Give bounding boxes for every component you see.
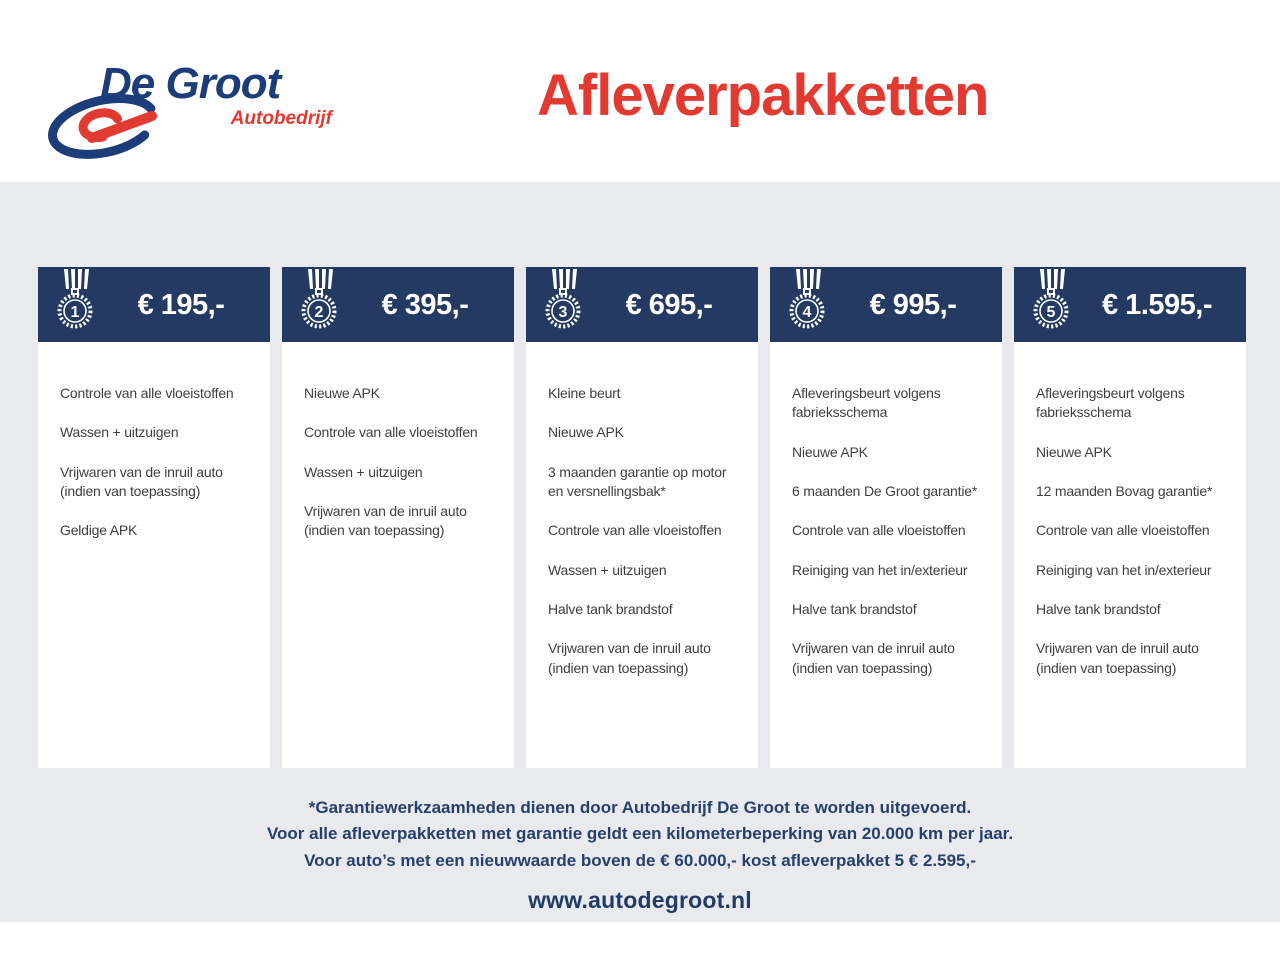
website-url: www.autodegroot.nl (528, 887, 752, 913)
card-2-price: € 395,- (381, 289, 469, 321)
card-1-header (38, 267, 270, 342)
list-item: Nieuwe APK (304, 385, 380, 401)
main-section (0, 182, 1280, 922)
logo-text (100, 59, 340, 130)
card-1-items (38, 342, 270, 561)
list-item: Nieuwe APK (548, 424, 624, 441)
footnote-line-2: Voor alle afleverpakketten met garantie geldt een kilometerbeperking van 20.000 km per jaar. (266, 824, 1014, 844)
list-item: Reiniging van het in/exterieur (792, 561, 968, 578)
card-5-price: € 1.595,- (1102, 289, 1212, 321)
card-3-price: € 695,- (625, 289, 713, 321)
list-item: Controle van alle vloeistoffen (304, 424, 478, 441)
footnote-line-1: *Garantiewerkzaamheden dienen door Autobedrijf De Groot te worden uitgevoerd. (308, 798, 972, 817)
list-item: Wassen + uitzuigen (548, 561, 667, 578)
medal-2-icon (296, 267, 342, 337)
list-item: Halve tank brandstof (548, 600, 673, 617)
package-card-4 (770, 267, 1002, 768)
list-item: Afleveringsbeurt volgens fabrieksschema (792, 385, 941, 421)
list-item: 6 maanden De Groot garantie* (792, 482, 978, 499)
package-cards (38, 267, 1246, 768)
card-2-items (282, 342, 514, 561)
medal-4-icon (784, 267, 830, 337)
list-item: 3 maanden garantie op motor en versnellingsbak* (548, 463, 727, 499)
card-2-header (282, 267, 514, 342)
list-item: Controle van alle vloeistoffen (1036, 522, 1210, 539)
card-3-header (526, 267, 758, 342)
svg-text:5: 5 (1046, 304, 1056, 321)
list-item: Geldige APK (60, 522, 138, 539)
svg-text:3: 3 (558, 304, 568, 321)
medal-1-icon (52, 267, 98, 337)
footnotes (0, 795, 1280, 874)
list-item: Kleine beurt (548, 385, 621, 401)
list-item: Wassen + uitzuigen (60, 424, 179, 441)
package-card-3 (526, 267, 758, 768)
list-item: Controle van alle vloeistoffen (60, 385, 234, 401)
list-item: Controle van alle vloeistoffen (792, 522, 966, 539)
card-1-price: € 195,- (137, 289, 225, 321)
card-4-price: € 995,- (869, 289, 957, 321)
list-item: Wassen + uitzuigen (304, 463, 423, 480)
list-item: Halve tank brandstof (792, 600, 917, 617)
logo-name: De Groot (100, 59, 281, 108)
card-4-items (770, 342, 1002, 698)
footnote-line-3: Voor auto’s met een nieuwwaarde boven de € 60.000,- kost afleverpakket 5 € 2.595,- (304, 850, 976, 870)
card-5-items (1014, 342, 1246, 698)
list-item: Afleveringsbeurt volgens fabrieksschema (1036, 385, 1185, 421)
list-item: Vrijwaren van de inruil auto (indien van toepassing) (792, 640, 955, 676)
bottom-white-band (0, 922, 1280, 960)
package-card-2 (282, 267, 514, 768)
list-item: Vrijwaren van de inruil auto (indien van toepassing) (548, 640, 711, 676)
list-item: Halve tank brandstof (1036, 600, 1161, 617)
list-item: Vrijwaren van de inruil auto (indien van toepassing) (1036, 640, 1199, 676)
medal-5-icon (1028, 267, 1074, 337)
company-logo (40, 59, 332, 167)
list-item: Nieuwe APK (1036, 443, 1112, 460)
list-item: Nieuwe APK (792, 443, 868, 460)
list-item: Reiniging van het in/exterieur (1036, 561, 1212, 578)
logo-subtitle: Autobedrijf (230, 108, 332, 129)
package-card-5 (1014, 267, 1246, 768)
list-item: Vrijwaren van de inruil auto (indien van toepassing) (304, 502, 467, 539)
page-title: Afleverpakketten (537, 63, 989, 128)
package-card-1 (38, 267, 270, 768)
list-item: Controle van alle vloeistoffen (548, 522, 722, 539)
medal-3-icon (540, 267, 586, 337)
svg-text:2: 2 (314, 304, 324, 321)
list-item: 12 maanden Bovag garantie* (1036, 482, 1213, 499)
card-5-header (1014, 267, 1246, 342)
header (0, 0, 1280, 182)
card-3-items (526, 342, 758, 698)
svg-text:1: 1 (70, 304, 80, 321)
list-item: Vrijwaren van de inruil auto (indien van toepassing) (60, 463, 223, 499)
card-4-header (770, 267, 1002, 342)
svg-text:4: 4 (802, 304, 812, 321)
